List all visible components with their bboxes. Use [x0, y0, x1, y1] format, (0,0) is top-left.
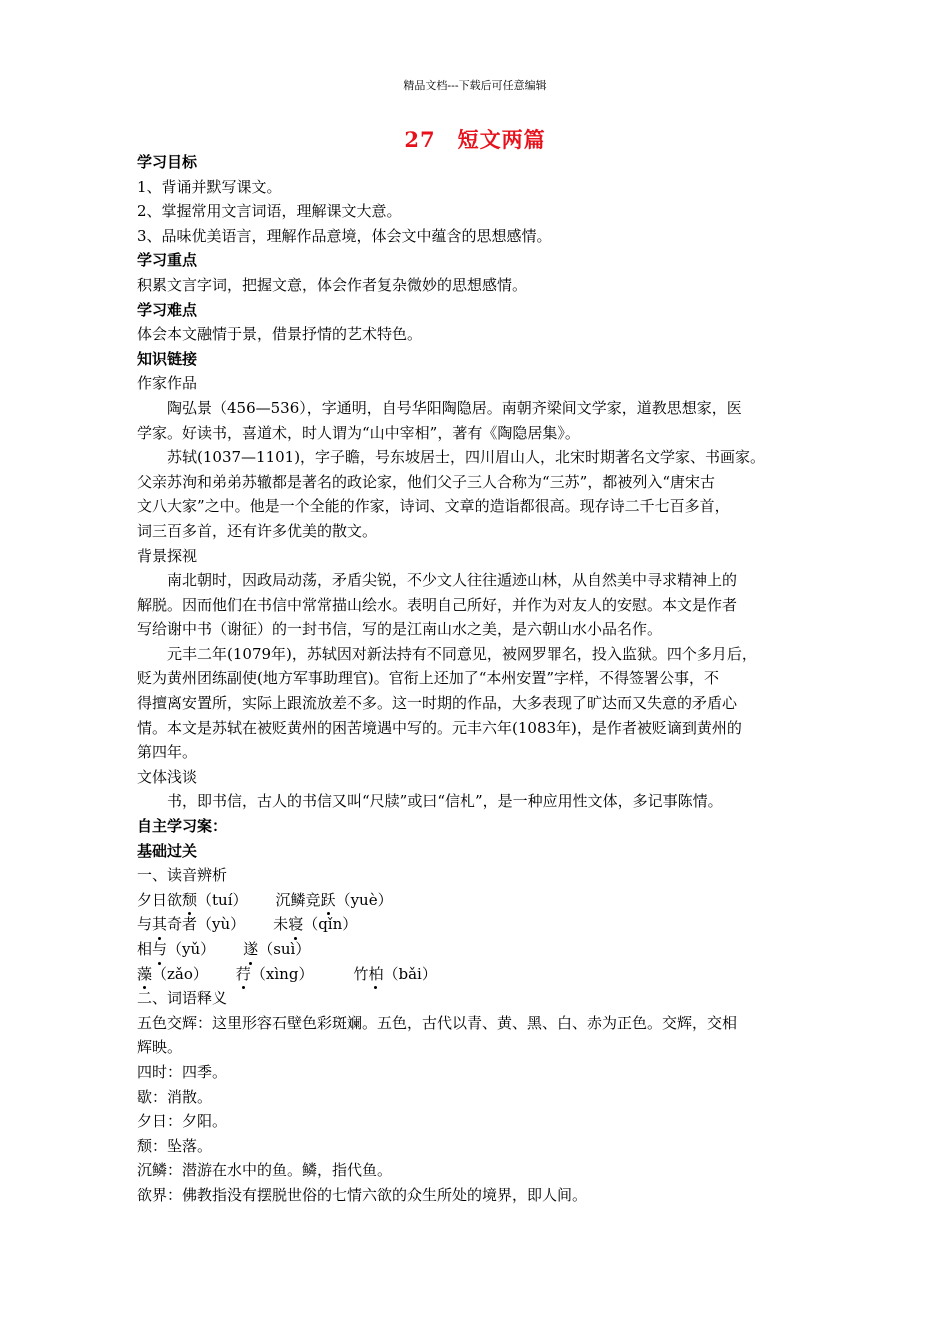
paragraph-line: 第四年。 [137, 743, 198, 762]
pinyin-item: 与其奇者（yù） [137, 915, 245, 933]
pinyin-row [137, 962, 822, 987]
pinyin-item: 未寝（qǐn） [273, 915, 357, 933]
pinyin-row [137, 937, 822, 962]
heading-knowledge-link: 知识链接 [137, 349, 198, 368]
paragraph-line: 南北朝时，因政局动荡，矛盾尖锐，不少文人往往遁迹山林，从自然美中寻求精神上的 [167, 571, 738, 590]
paragraph-line: 解脱。因而他们在书信中常常描山绘水。表明自己所好，并作为对友人的安慰。本文是作者 [137, 595, 738, 614]
subheading-background: 背景探视 [137, 546, 198, 565]
paragraph-line: 文八大家”之中。他是一个全能的作家，诗词、文章的造诣都很高。现存诗二千七百多首， [137, 497, 730, 516]
vocab-entry: 沉鳞：潜游在水中的鱼。鳞，指代鱼。 [137, 1161, 393, 1180]
heading-learning-goals: 学习目标 [137, 153, 198, 171]
pinyin-row [137, 888, 822, 913]
vocab-entry: 颓：坠落。 [137, 1136, 213, 1155]
goal-item: 1、背诵并默写课文。 [137, 177, 282, 196]
paragraph-line: 贬为黄州团练副使(地方军事助理官)。官衔上还加了“本州安置”字样，不得签署公事，不 [137, 669, 720, 688]
paragraph: 体会本文融情于景，借景抒情的艺术特色。 [137, 325, 423, 344]
subheading-pronunciation: 一、读音辨析 [137, 866, 228, 885]
vocab-entry: 夕日：夕阳。 [137, 1112, 228, 1131]
vocab-entry: 歇：消散。 [137, 1087, 213, 1106]
goal-item: 3、品味优美语言，理解作品意境，体会文中蕴含的思想感情。 [137, 226, 552, 245]
heading-self-study: 自主学习案： [137, 817, 228, 836]
paragraph-line: 词三百多首，还有许多优美的散文。 [137, 521, 378, 540]
goal-item: 2、掌握常用文言词语，理解课文大意。 [137, 202, 402, 221]
subheading-author-works: 作家作品 [137, 374, 198, 393]
paragraph: 积累文言字词，把握文意，体会作者复杂微妙的思想感情。 [137, 275, 528, 294]
paragraph-line: 写给谢中书（谢征）的一封书信，写的是江南山水之美，是六朝山水小品名作。 [137, 620, 663, 639]
paragraph-line: 书，即书信，古人的书信又叫“尺牍”或曰“信札”，是一种应用性文体，多记事陈情。 [167, 792, 723, 811]
pinyin-item: 竹柏（bǎi） [353, 965, 436, 983]
pinyin-row [137, 912, 822, 937]
paragraph-line: 得擅离安置所，实际上跟流放差不多。这一时期的作品，大多表现了旷达而又失意的矛盾心 [137, 694, 738, 713]
pinyin-item: 遂（suì） [243, 940, 310, 958]
paragraph-line: 苏轼(1037—1101)，字子瞻，号东坡居士，四川眉山人，北宋时期著名文学家、书画家。 [167, 448, 766, 467]
heading-basics: 基础过关 [137, 841, 198, 860]
heading-key-points: 学习重点 [137, 251, 198, 270]
paragraph-line: 学家。好读书，喜道术，时人谓为“山中宰相”，著有《陶隐居集》。 [137, 423, 580, 442]
vocab-entry: 五色交辉：这里形容石壁色彩斑斓。五色，古代以青、黄、黑、白、赤为正色。交辉，交相 [137, 1013, 738, 1032]
subheading-genre: 文体浅谈 [137, 767, 198, 786]
pinyin-item: 沉鳞竞跃（yuè） [276, 891, 393, 909]
subheading-vocabulary: 二、词语释义 [137, 989, 228, 1008]
paragraph-line: 元丰二年(1079年)，苏轼因对新法持有不同意见，被网罗罪名，投入监狱。四个多月后， [167, 644, 757, 663]
vocab-entry-continued: 辉映。 [137, 1038, 183, 1057]
heading-difficulties: 学习难点 [137, 300, 198, 319]
paragraph-line: 父亲苏洵和弟弟苏辙都是著名的政论家，他们父子三人合称为“三苏”，都被列入“唐宋古 [137, 472, 716, 491]
document-body [137, 150, 822, 1208]
vocab-entry: 四时：四季。 [137, 1062, 228, 1081]
paragraph-line: 情。本文是苏轼在被贬黄州的困苦境遇中写的。元丰六年(1083年)，是作者被贬谪到黄州的 [137, 718, 742, 737]
pinyin-item: 夕日欲颓（tuí） [137, 891, 248, 909]
pinyin-item: 藻（zǎo） [137, 965, 208, 983]
pinyin-item: 相与（yǔ） [137, 940, 215, 958]
pinyin-item: 荇（xìng） [236, 965, 314, 983]
lesson-title: 27 短文两篇 [404, 127, 546, 152]
vocab-entry: 欲界：佛教指没有摆脱世俗的七情六欲的众生所处的境界，即人间。 [137, 1185, 588, 1204]
paragraph-line: 陶弘景（456—536），字通明，自号华阳陶隐居。南朝齐梁间文学家，道教思想家，医 [167, 398, 742, 417]
page-header: 精品文档---下载后可任意编辑 [403, 79, 547, 92]
